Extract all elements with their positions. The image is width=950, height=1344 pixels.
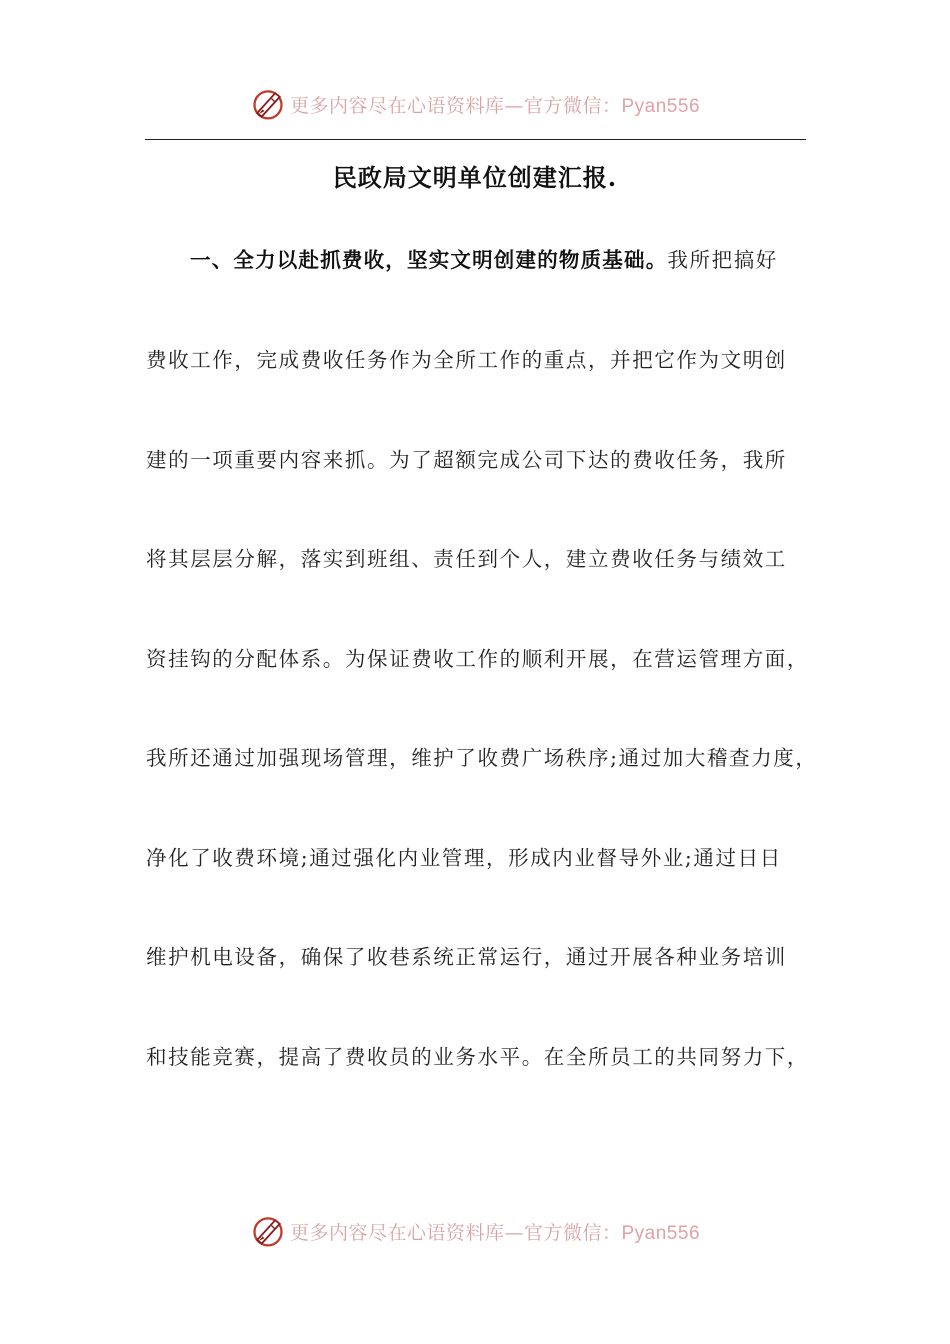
footer-watermark — [0, 1211, 950, 1251]
paragraph-line-8: 维护机电设备，确保了收巷系统正常运行，通过开展各种业务培训 — [146, 945, 787, 969]
header-rule — [145, 139, 806, 140]
line-text: 我所把搞好 — [667, 248, 778, 272]
paragraph-line-6: 我所还通过加强现场管理，维护了收费广场秩序;通过加大稽查力度， — [146, 746, 818, 770]
pen-nib-logo-icon — [250, 86, 286, 122]
paragraph-line-2: 费收工作，完成费收任务作为全所工作的重点，并把它作为文明创 — [146, 348, 787, 372]
watermark-text: 更多内容尽在心语资料库—官方微信： — [289, 1221, 622, 1244]
pen-nib-logo-icon — [250, 1213, 286, 1249]
paragraph-line-7: 净化了收费环境;通过强化内业管理，形成内业督导外业;通过日日 — [146, 846, 782, 870]
paragraph-line-9: 和技能竞赛，提高了费收员的业务水平。在全所员工的共同努力下， — [146, 1045, 809, 1069]
section-heading: 一、全力以赴抓费收，坚实文明创建的物质基础。 — [190, 248, 668, 272]
paragraph-line-4: 将其层层分解，落实到班组、责任到个人，建立费收任务与绩效工 — [146, 547, 787, 571]
watermark-wechat-id: Pyan556 — [621, 95, 701, 117]
paragraph-line-3: 建的一项重要内容来抓。为了超额完成公司下达的费收任务，我所 — [146, 448, 787, 472]
watermark-text: 更多内容尽在心语资料库—官方微信： — [289, 94, 622, 117]
paragraph-line-1 — [190, 243, 860, 273]
document-title: 民政局文明单位创建汇报. — [332, 163, 618, 192]
watermark-wechat-id: Pyan556 — [621, 1222, 701, 1244]
paragraph-line-5: 资挂钩的分配体系。为保证费收工作的顺利开展，在营运管理方面， — [146, 647, 809, 671]
header-watermark — [0, 84, 950, 124]
